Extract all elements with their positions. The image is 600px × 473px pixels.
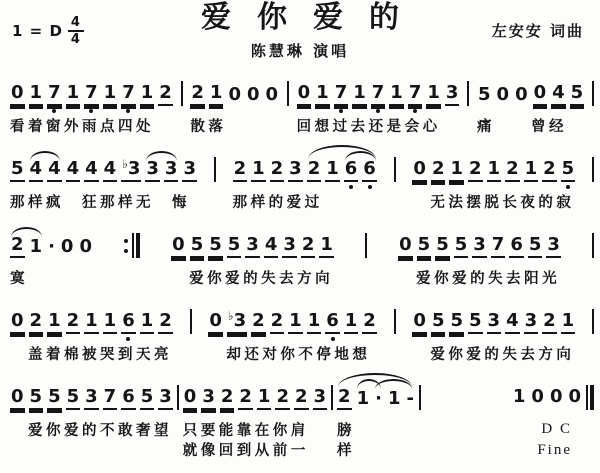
note: 6 — [509, 235, 524, 258]
score-body — [0, 62, 600, 462]
flat-icon: ♭ — [227, 309, 234, 324]
note: 5 — [431, 311, 446, 334]
lyric-line: 那样疯 狂那样无 悔 — [10, 194, 190, 211]
note: 6 — [325, 311, 340, 334]
note: 5 — [454, 235, 469, 258]
note: 3 — [84, 387, 99, 410]
lyric-line: 散落 — [190, 118, 227, 135]
note: 4 — [66, 159, 81, 182]
barline — [214, 157, 216, 182]
lyric-line: 痛 曾经 — [477, 118, 567, 135]
note: 1 — [449, 159, 464, 182]
lyric-line: Fine — [537, 442, 572, 459]
lyric-line: 爱你爱的失去阳光 — [398, 270, 561, 287]
note: 0 — [10, 387, 25, 410]
note: 5 — [561, 159, 576, 182]
note: 2 — [275, 387, 290, 410]
note: 1 — [319, 235, 334, 258]
final-barline — [586, 385, 594, 410]
time-signature-denominator: 4 — [70, 32, 81, 47]
barline — [365, 233, 367, 258]
lyric-line: 爱你爱的不敢奢望 — [10, 423, 172, 440]
note: 2 — [66, 311, 81, 334]
note: 3 — [524, 311, 539, 334]
time-signature-numerator: 4 — [68, 16, 84, 32]
measure — [179, 372, 331, 461]
lyric-line: 寞 — [10, 270, 28, 287]
note: 1 — [389, 83, 404, 106]
note: 1 — [257, 387, 272, 410]
barline — [467, 81, 469, 106]
note: 0 — [79, 236, 92, 258]
note: · — [375, 388, 382, 410]
note: 1 — [29, 236, 43, 258]
note: 2 — [251, 311, 266, 334]
note: 7 — [334, 83, 349, 106]
note: 5 — [47, 387, 62, 410]
note: 0 — [398, 235, 413, 258]
note: 4 — [47, 159, 62, 182]
measure — [6, 296, 177, 365]
note: 4 — [103, 159, 118, 182]
low-octave-dot — [413, 109, 417, 113]
lyric-line: 无法摆脱长夜的寂 — [412, 194, 575, 211]
barline — [592, 309, 594, 334]
lyric-line: 就像回到从前一 — [182, 443, 309, 460]
note: 2 — [270, 159, 285, 182]
note: 0 — [412, 159, 427, 182]
note: 0 — [568, 386, 581, 408]
slur-arc — [146, 151, 177, 161]
measure — [473, 68, 588, 137]
lyric-line: 样 — [337, 443, 356, 460]
note: 0 — [412, 311, 427, 334]
measure — [6, 68, 177, 137]
note-row — [204, 296, 380, 345]
note: 3 — [145, 159, 160, 182]
note-row — [6, 144, 201, 193]
note-row — [293, 68, 464, 117]
note-row — [229, 144, 381, 193]
note: 3 — [445, 83, 460, 106]
note: 1 — [29, 83, 44, 106]
note: 3 — [472, 235, 487, 258]
score-line-1 — [6, 68, 594, 137]
score-line-5 — [6, 372, 594, 461]
lyric-line: 膀 — [337, 423, 356, 440]
note: 4 — [84, 159, 99, 182]
note: 5 — [208, 235, 223, 258]
note: 2 — [431, 159, 446, 182]
measure — [167, 220, 338, 289]
note: 5 — [417, 235, 432, 258]
measure — [333, 372, 419, 461]
note: 0 — [10, 311, 25, 334]
lyric-line: 爱你爱的失去方向 — [412, 347, 575, 364]
note: 0 — [515, 84, 528, 105]
note: 5 — [449, 311, 464, 334]
note: 0 — [549, 386, 563, 408]
measure — [408, 144, 579, 213]
score-line-3 — [6, 220, 594, 289]
note: 7 — [103, 387, 118, 410]
note-row — [179, 372, 331, 421]
note-row — [6, 220, 97, 269]
note-row — [408, 296, 579, 345]
lyric-line: D C — [541, 421, 572, 438]
note: 7 — [121, 83, 136, 106]
note: 7 — [408, 83, 423, 106]
note: 1 — [561, 311, 576, 334]
note: 5 — [10, 159, 25, 182]
slur-arc — [375, 379, 412, 389]
lyric-line: 却还对你不停地想 — [208, 347, 371, 364]
measure — [6, 372, 177, 441]
note: 3 — [282, 235, 297, 258]
note: 5 — [570, 83, 585, 106]
note-row — [6, 296, 177, 345]
note-row — [408, 144, 579, 193]
note-row — [333, 372, 419, 421]
note: 2 — [238, 387, 253, 410]
song-title: 爱你爱的 — [201, 0, 425, 35]
barline — [287, 81, 289, 106]
barline — [586, 385, 588, 410]
barline — [132, 233, 134, 258]
lyric-line: 看着窗外雨点四处 — [10, 118, 154, 135]
note: 7 — [47, 83, 62, 106]
measure — [229, 144, 381, 213]
note: 1 — [66, 83, 81, 106]
barline — [592, 81, 594, 106]
note: 2 — [190, 83, 205, 106]
performer-credit: 陈慧琳 演唱 — [250, 42, 350, 60]
note: 1 — [426, 83, 441, 106]
note: ♭3 — [121, 159, 141, 182]
barline — [592, 233, 594, 258]
note: 5 — [29, 387, 44, 410]
composer-credit: 左安安 词曲 — [491, 22, 584, 40]
note-row — [473, 68, 588, 117]
measure — [6, 144, 201, 213]
note-row — [186, 68, 283, 117]
lyric-line: 回想过去还是会心 — [296, 118, 441, 135]
measure — [293, 68, 464, 137]
note: 1 — [356, 388, 370, 410]
note: 0 — [496, 84, 510, 105]
note-row — [394, 220, 565, 269]
note: 0 — [228, 84, 241, 105]
note: 5 — [227, 235, 242, 258]
measure — [394, 220, 565, 289]
note: 2 — [270, 311, 285, 334]
note: 3 — [313, 387, 328, 410]
note: 4 — [264, 235, 279, 258]
note: 4 — [505, 311, 520, 334]
note: ♭3 — [227, 311, 247, 334]
note: 2 — [337, 387, 352, 410]
note: 0 — [533, 83, 548, 106]
note: 1 — [140, 83, 155, 106]
low-octave-dot — [339, 109, 343, 113]
note: 1 — [487, 159, 502, 182]
note: 3 — [245, 235, 260, 258]
low-octave-dot — [368, 185, 372, 189]
note: 5 — [478, 84, 491, 105]
barline — [419, 385, 421, 410]
note: 2 — [468, 159, 483, 182]
barline — [592, 157, 594, 182]
barline — [181, 81, 183, 106]
note: 0 — [208, 311, 223, 334]
note: 3 — [201, 387, 216, 410]
note: 0 — [171, 235, 186, 258]
note: 2 — [307, 159, 322, 182]
note: 5 — [190, 235, 205, 258]
note: 7 — [84, 83, 99, 106]
note: 6 — [362, 159, 377, 182]
note: 3 — [164, 159, 179, 182]
note: 0 — [10, 83, 25, 106]
barline — [136, 233, 140, 258]
lyric-line: 爱你爱的失去方向 — [171, 270, 334, 287]
note: 5 — [468, 311, 483, 334]
note: 2 — [362, 311, 377, 334]
measure — [508, 372, 586, 461]
low-octave-dot — [126, 109, 130, 113]
note: 0 — [265, 84, 279, 105]
note: 0 — [297, 83, 312, 106]
low-octave-dot — [566, 185, 570, 189]
note: 2 — [233, 159, 248, 182]
low-octave-dot — [126, 337, 130, 341]
note: 3 — [487, 311, 502, 334]
low-octave-dot — [376, 109, 380, 113]
note: 1 — [103, 83, 118, 106]
score-line-2 — [6, 144, 594, 213]
measure — [6, 220, 97, 289]
note: 1 — [524, 159, 539, 182]
note-row — [6, 68, 177, 117]
sheet-header — [0, 0, 600, 62]
flat-icon: ♭ — [122, 157, 128, 172]
note: 1 — [209, 83, 224, 106]
note-row — [508, 372, 586, 419]
note: 2 — [220, 387, 235, 410]
note: 2 — [158, 83, 173, 106]
note-row — [6, 372, 177, 421]
barline — [394, 309, 396, 334]
note: 1 — [344, 311, 359, 334]
barline — [590, 385, 594, 410]
score-line-4 — [6, 296, 594, 365]
note: 2 — [542, 311, 557, 334]
note: 1 — [325, 159, 340, 182]
note: 3 — [182, 159, 197, 182]
note: 1 — [47, 311, 62, 334]
repeat-dots-icon — [124, 239, 128, 253]
note: 2 — [158, 311, 173, 334]
lyric-line: 只要能靠在你肩 — [182, 423, 309, 440]
measure — [204, 296, 380, 365]
note: 1 — [315, 83, 330, 106]
note: 3 — [288, 159, 303, 182]
note: 3 — [546, 235, 561, 258]
note: 1 — [84, 311, 99, 334]
note: - — [406, 388, 414, 410]
note: 2 — [542, 159, 557, 182]
note: 0 — [60, 236, 74, 258]
key-label: 1 = D — [12, 22, 63, 40]
note: 5 — [435, 235, 450, 258]
note: · — [48, 236, 55, 258]
note: 6 — [121, 311, 136, 334]
slur-arc — [30, 151, 60, 161]
barline — [190, 309, 192, 334]
note: 1 — [307, 311, 322, 334]
note: 1 — [387, 388, 401, 410]
note: 0 — [246, 84, 260, 105]
note: 5 — [140, 387, 155, 410]
note: 4 — [29, 159, 44, 182]
note: 4 — [551, 83, 566, 106]
note: 6 — [344, 159, 359, 182]
note: 1 — [103, 311, 118, 334]
lyric-line: 盖着棉被哭到天亮 — [10, 347, 172, 364]
barline — [394, 157, 396, 182]
low-octave-dot — [349, 185, 353, 189]
note: 0 — [183, 387, 198, 410]
measure — [408, 296, 579, 365]
note: 2 — [294, 387, 309, 410]
note: 1 — [140, 311, 155, 334]
note: 7 — [491, 235, 506, 258]
low-octave-dot — [89, 109, 93, 113]
lyric-line: 那样的爱过 — [232, 194, 323, 211]
note: 2 — [505, 159, 520, 182]
note: 1 — [251, 159, 266, 182]
note: 0 — [531, 386, 544, 408]
note: 5 — [528, 235, 543, 258]
note: 2 — [301, 235, 316, 258]
note: 5 — [66, 387, 81, 410]
note: 2 — [29, 311, 44, 334]
note-row — [167, 220, 338, 269]
note: 7 — [371, 83, 386, 106]
note: 3 — [158, 387, 173, 410]
repeat-barline — [124, 233, 140, 258]
note: 2 — [10, 235, 25, 258]
note: 1 — [288, 311, 303, 334]
note: 1 — [352, 83, 367, 106]
note: 1 — [512, 386, 526, 408]
low-octave-dot — [52, 109, 56, 113]
measure — [186, 68, 283, 137]
slur-arc — [11, 227, 42, 237]
note: 6 — [121, 387, 136, 410]
low-octave-dot — [331, 337, 335, 341]
